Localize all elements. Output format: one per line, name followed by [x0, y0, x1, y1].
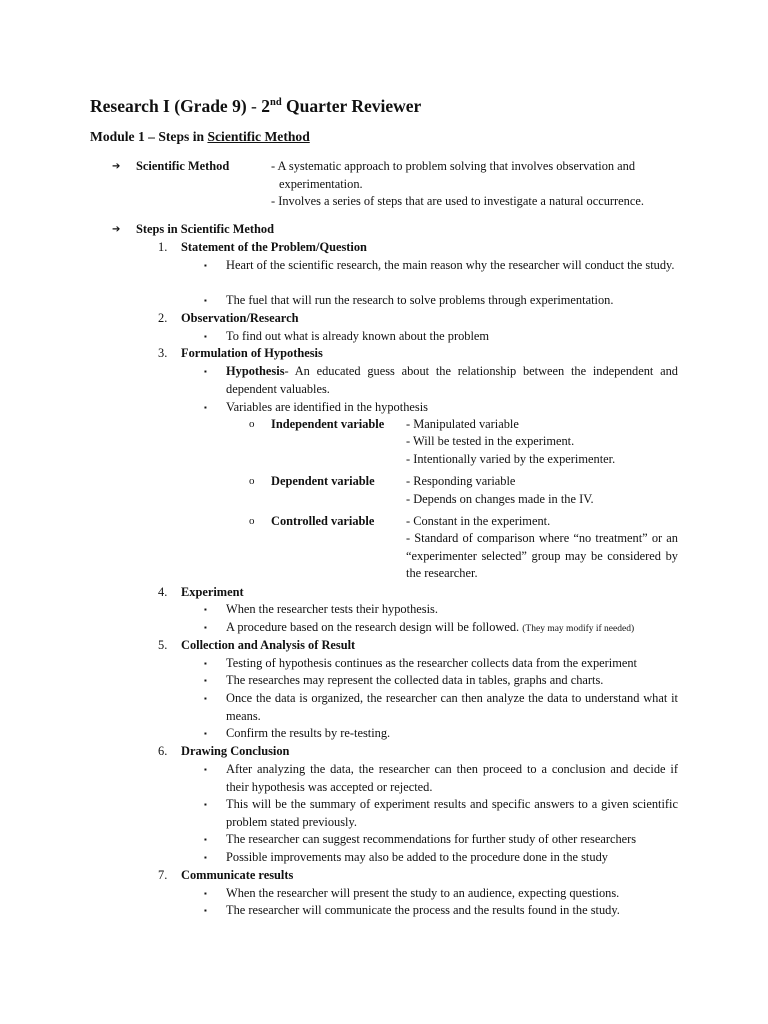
title-num: 2: [261, 96, 270, 116]
variable-line: - Manipulated variable: [406, 417, 519, 431]
hypothesis-term: Hypothesis: [226, 364, 285, 378]
definition-line-2: - Involves a series of steps that are used to investigate a natural occurrence.: [271, 194, 644, 208]
square-bullet-icon: ▪: [204, 367, 207, 376]
square-bullet-icon: ▪: [204, 800, 207, 809]
module-prefix: Module 1 – Steps in: [90, 129, 208, 144]
square-bullet-icon: ▪: [204, 889, 207, 898]
step-title: Collection and Analysis of Result: [181, 638, 356, 652]
circle-bullet-icon: o: [249, 418, 255, 430]
bullet-text: The researcher can suggest recommendations for further study of other researchers: [226, 832, 637, 846]
page-title: [90, 95, 421, 117]
step-title: Experiment: [181, 585, 244, 599]
hypothesis-text: - An educated guess about the relationship between the independent and dependent valuables.: [226, 364, 678, 396]
bullet-text-with-note: [226, 619, 634, 639]
bullet-text: When the researcher tests their hypothesis.: [226, 602, 438, 616]
bullet-text: A procedure based on the research design will be followed.: [226, 620, 520, 634]
square-bullet-icon: ▪: [204, 659, 207, 668]
square-bullet-icon: ▪: [204, 605, 207, 614]
step-title: Drawing Conclusion: [181, 744, 290, 758]
title-rest: Quarter Reviewer: [286, 96, 422, 116]
bullet-text: Possible improvements may also be added to the procedure done in the study: [226, 850, 608, 864]
square-bullet-icon: ▪: [204, 261, 207, 270]
bullet-text: When the researcher will present the study to an audience, expecting questions.: [226, 886, 620, 900]
step-number: 4.: [158, 585, 168, 599]
square-bullet-icon: ▪: [204, 296, 207, 305]
square-bullet-icon: ▪: [204, 623, 207, 632]
step-title: Communicate results: [181, 868, 294, 882]
title-sup: nd: [269, 97, 282, 109]
step-number: 6.: [158, 744, 168, 758]
step-title: Formulation of Hypothesis: [181, 346, 323, 360]
square-bullet-icon: ▪: [204, 765, 207, 774]
circle-bullet-icon: o: [249, 515, 255, 527]
square-bullet-icon: ▪: [204, 694, 207, 703]
variable-name: Controlled variable: [271, 514, 375, 528]
arrow-bullet-icon: ➔: [112, 224, 121, 235]
variable-line: - Depends on changes made in the IV.: [406, 492, 594, 506]
definition-line-1b: experimentation.: [279, 177, 363, 191]
bullet-text: Testing of hypothesis continues as the researcher collects data from the experiment: [226, 656, 637, 670]
step-number: 1.: [158, 240, 168, 254]
square-bullet-icon: ▪: [204, 676, 207, 685]
variable-line: - Responding variable: [406, 474, 516, 488]
bullet-note: (They may modify if needed): [522, 624, 635, 634]
module-underlined: Scientific Method: [207, 129, 310, 144]
variable-line: - Standard of comparison where “no treatment” or an “experimenter selected” group may be considered by the researcher.: [406, 531, 678, 581]
step-title: Observation/Research: [181, 311, 299, 325]
bullet-text: After analyzing the data, the researcher can then proceed to a conclusion and decide if their hypothesis was accepted or rejected.: [226, 762, 678, 794]
square-bullet-icon: ▪: [204, 906, 207, 915]
step-number: 7.: [158, 868, 168, 882]
square-bullet-icon: ▪: [204, 729, 207, 738]
bullet-text: Variables are identified in the hypothesis: [226, 400, 428, 414]
hypothesis-definition: [226, 363, 678, 398]
step-number: 3.: [158, 346, 168, 360]
circle-bullet-icon: o: [249, 475, 255, 487]
step-number: 2.: [158, 311, 168, 325]
bullet-text: The researches may represent the collected data in tables, graphs and charts.: [226, 673, 604, 687]
bullet-text: The researcher will communicate the process and the results found in the study.: [226, 903, 620, 917]
bullet-text: To find out what is already known about the problem: [226, 329, 490, 343]
bullet-text: Confirm the results by re-testing.: [226, 726, 391, 740]
step-number: 5.: [158, 638, 168, 652]
bullet-text: Once the data is organized, the researcher can then analyze the data to understand what it means.: [226, 691, 678, 723]
variable-name: Dependent variable: [271, 474, 375, 488]
steps-heading: Steps in Scientific Method: [136, 222, 275, 236]
definition-term: Scientific Method: [136, 159, 230, 173]
module-heading: [90, 128, 310, 146]
bullet-text: This will be the summary of experiment results and specific answers to a given scientific problem stated previously.: [226, 797, 678, 829]
variable-line: - Will be tested in the experiment.: [406, 434, 575, 448]
variable-name: Independent variable: [271, 417, 385, 431]
variable-line: - Intentionally varied by the experimenter.: [406, 452, 616, 466]
bullet-text: Heart of the scientific research, the main reason why the researcher will conduct the study.: [226, 258, 675, 272]
title-main: Research I (Grade 9): [90, 96, 247, 116]
square-bullet-icon: ▪: [204, 332, 207, 341]
arrow-bullet-icon: ➔: [112, 161, 121, 172]
title-dash: -: [251, 96, 257, 116]
bullet-text: The fuel that will run the research to solve problems through experimentation.: [226, 293, 614, 307]
definition-line-1: - A systematic approach to problem solving that involves observation and: [271, 159, 636, 173]
square-bullet-icon: ▪: [204, 853, 207, 862]
step-title: Statement of the Problem/Question: [181, 240, 367, 254]
square-bullet-icon: ▪: [204, 835, 207, 844]
square-bullet-icon: ▪: [204, 403, 207, 412]
variable-line: - Constant in the experiment.: [406, 514, 551, 528]
